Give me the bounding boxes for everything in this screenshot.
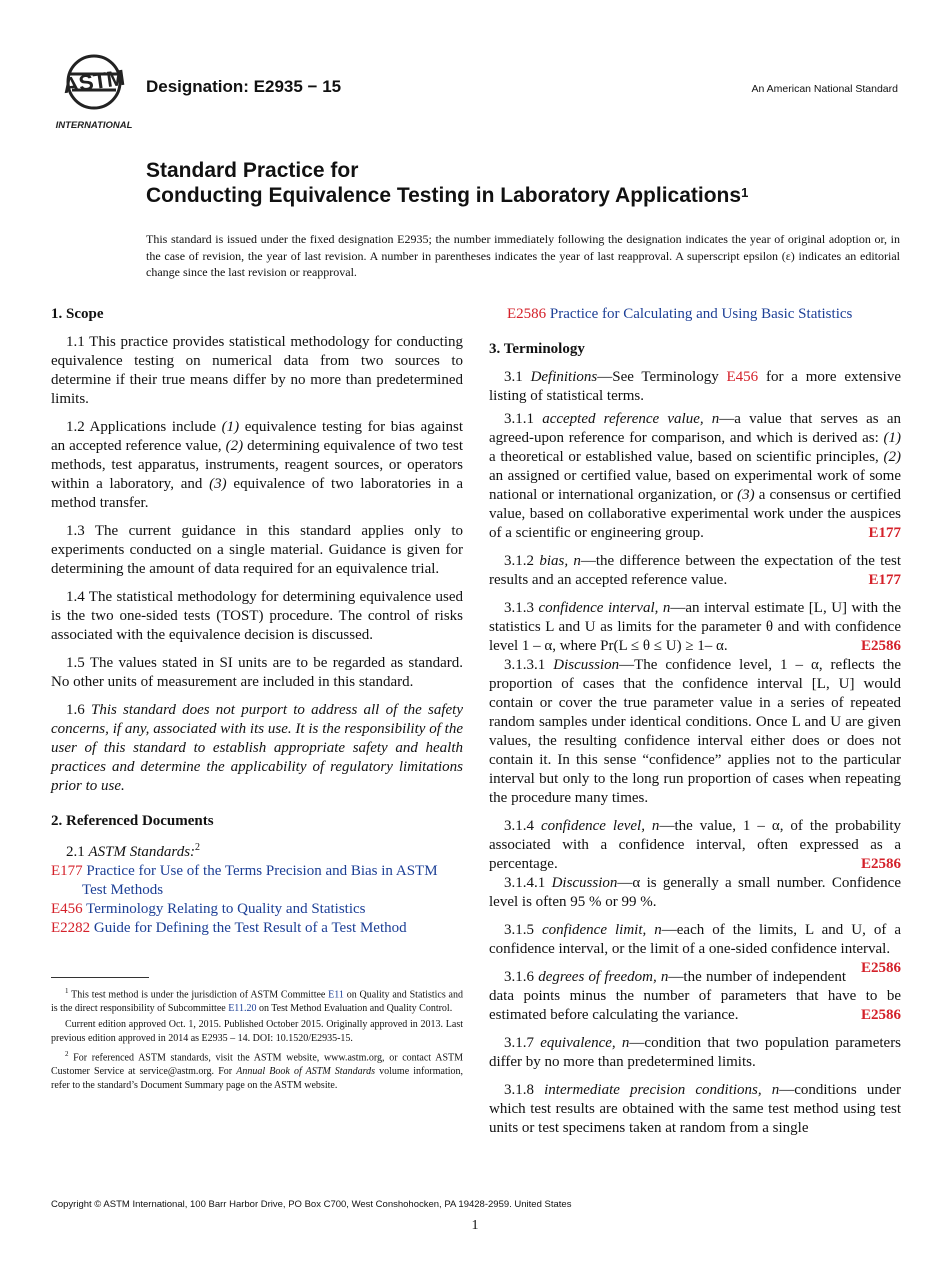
para-3-1-7: 3.1.7 equivalence, n—condition that two population parameters differ by no more than predetermined limits. (489, 1035, 902, 1070)
para-3-1-1: 3.1.1 accepted reference value, n—a value that serves as an agreed-upon reference for comparison, and which is derived as: (1) a theoretical or established value, based on scientific principles, (2) an assigned or certified value, based on experimental work of some national or international organization, or (3) a consensus or certified value, based on collaborative experimental work under the auspices of a scientific or engineering group. E177 (489, 411, 901, 541)
svg-text:ASTM: ASTM (61, 64, 127, 99)
para-1-5: 1.5 The values stated in SI units are to be regarded as standard. No other units of measurement are included in this standard. (51, 655, 463, 690)
link-e456[interactable]: E456 (726, 369, 759, 385)
page-title (146, 158, 906, 208)
para-3-1-3: 3.1.3 confidence interval, n—an interval estimate [L, U] with the statistics L and U as limits for the parameter θ and with confidence level 1 – α, where Pr(L ≤ θ ≤ U) ≥ 1– α. E2586 (489, 600, 901, 654)
footnote-1-edition: Current edition approved Oct. 1, 2015. Published October 2015. Originally approved in 2013. Last previous edition approved in 2014 as E2935 – 14. DOI: 10.1520/E2935-15. (51, 1019, 463, 1044)
ref-e2282[interactable]: E2282 Guide for Defining the Test Result of a Test Method (51, 920, 407, 936)
para-1-6: 1.6 This standard does not purport to address all of the safety concerns, if any, associated with its use. It is the responsibility of the user of this standard to establish appropriate safety and health practices and determine the applicability of regulatory limitations prior to use. (51, 702, 464, 794)
para-3-1-6: 3.1.6 degrees of freedom, n—the number of independent data points minus the number of parameters that have to be estimated before calculating the variance. E2586 (489, 969, 901, 1023)
para-3-1: 3.1 Definitions—See Terminology E456 for a more extensive listing of statistical terms. (489, 369, 901, 404)
para-3-1-2: 3.1.2 bias, n—the difference between the expectation of the test results and an accepted reference value. E177 (489, 553, 901, 588)
designation: Designation: E2935 − 15 (146, 77, 342, 96)
svg-text:INTERNATIONAL: INTERNATIONAL (55, 120, 133, 131)
right-column (489, 305, 901, 1138)
ref-e456[interactable]: E456 Terminology Relating to Quality and Statistics (51, 901, 366, 917)
ref-tag-e2586-cl[interactable]: E2586 (860, 856, 901, 872)
left-column (51, 305, 463, 938)
section-heading-scope: 1. Scope (51, 306, 104, 322)
ref-tag-e177[interactable]: E177 (868, 525, 901, 541)
ref-tag-e2586-ci[interactable]: E2586 (860, 638, 901, 654)
para-3-1-3-1: 3.1.3.1 Discussion—The confidence level, 1 – α, reflects the proportion of cases that the confidence interval [L, U] would contain or cover the true parameter value in a series of repeated random samples under identical conditions. Once L and U are given values, the resulting confidence interval either does or does not contain it. In this sense “confidence” applies not to the particular interval but only to the long run proportion of cases when repeating the procedure many times. (489, 657, 901, 806)
footnote-1: $^1$ This test method is under the jurisdiction of ASTM Committee E11 on Quality and Statistics and is the direct responsibility of Subcommittee E11.20 on Test Method Evaluation and Quality Control. (51, 987, 463, 1014)
astm-logo-icon (52, 52, 136, 134)
ref-tag-e177-bias[interactable]: E177 (868, 572, 901, 588)
footnotes (51, 985, 463, 1095)
para-3-1-4: 3.1.4 confidence level, n—the value, 1 – α, of the probability associated with a confidence interval, often expressed as a percentage. E2586 (489, 818, 902, 872)
section-heading-terminology: 3. Terminology (489, 341, 585, 357)
para-1-3: 1.3 The current guidance in this standard applies only to experiments conducted on a single material. Guidance is given for determining the amount of data required for an equivalence trial. (51, 523, 463, 577)
title-footnote-mark: 1 (741, 185, 749, 200)
ref-e2586[interactable]: E2586 Practice for Calculating and Using Basic Statistics (507, 306, 853, 322)
intro-paragraph: This standard is issued under the fixed designation E2935; the number immediately following the designation indicates the year of original adoption or, in the case of revision, the year of last revision. A number in parentheses indicates the year of last reapproval. A superscript epsilon (ε) indicates an editorial change since the last revision or reapproval. (146, 232, 900, 279)
ref-tag-e2586-dof[interactable]: E2586 (860, 1007, 901, 1023)
title-line-1: Standard Practice for (146, 159, 359, 182)
title-line-2-text: Conducting Equivalence Testing in Laboratory Applications (146, 184, 742, 207)
para-1-2: 1.2 Applications include (1) equivalence testing for bias against an accepted reference value, (2) determining equivalence of two test methods, test apparatus, instruments, reagent sources, or operators within a laboratory, and (3) equivalence of two laboratories in a method transfer. (51, 419, 463, 511)
ref-e177[interactable]: E177 Practice for Use of the Terms Precision and Bias in ASTM Test Methods (51, 863, 438, 898)
footnote-divider (51, 977, 149, 978)
link-e11[interactable]: E11 (328, 989, 344, 1001)
section-heading-refdocs: 2. Referenced Documents (51, 813, 214, 829)
page-number: 1 (471, 1218, 479, 1233)
para-1-4: 1.4 The statistical methodology for determining equivalence used is the two one-sided tests (TOST) procedure. The control of risks associated with the equivalence decision is discussed. (51, 589, 463, 643)
copyright: Copyright © ASTM International, 100 Barr Harbor Drive, PO Box C700, West Conshohocken, PA 19428-2959. United States (51, 1199, 572, 1210)
para-3-1-5: 3.1.5 confidence limit, n—each of the limits, L and U, of a confidence interval, or the limit of a one-sided confidence interval. E2586 (489, 922, 902, 976)
standard-type: An American National Standard (751, 83, 898, 95)
ref-tag-e2586-climit[interactable]: E2586 (860, 960, 901, 976)
para-2-1: 2.1 ASTM Standards:$^2$ (66, 842, 201, 860)
astm-logo (52, 52, 136, 134)
para-3-1-4-1: 3.1.4.1 Discussion—α is generally a small number. Confidence level is often 95 % or 99 %. (489, 875, 901, 910)
title-line-2 (146, 183, 906, 208)
footnote-2: $^2$ For referenced ASTM standards, visit the ASTM website, www.astm.org, or contact ASTM Customer Service at service@astm.org. For Annual Book of ASTM Standards volume information, refer to the standard’s Document Summary page on the ASTM website. (51, 1050, 463, 1091)
para-1-1: 1.1 This practice provides statistical methodology for conducting equivalence testing on numerical data from two sources to determine if their true means differ by no more than predetermined limits. (51, 334, 463, 407)
link-e11-20[interactable]: E11.20 (228, 1002, 257, 1014)
para-3-1-8: 3.1.8 intermediate precision conditions, n—conditions under which test results are obtained with the same test method using test units or test specimens taken at random from a single (489, 1082, 902, 1136)
